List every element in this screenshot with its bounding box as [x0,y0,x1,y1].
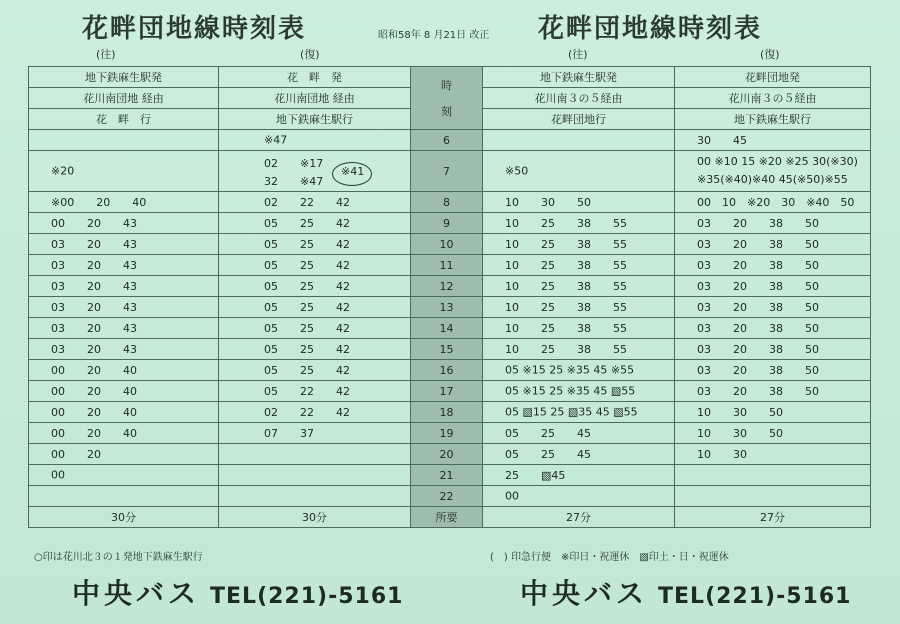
header-cell: 地下鉄麻生駅発 [29,67,219,88]
time-cell [29,423,219,444]
time-values: 32 ※47 [264,175,324,188]
time-values: 03 20 38 50 [697,343,819,356]
hour-cell: 22 [411,486,483,507]
hour-cell: 12 [411,276,483,297]
hour-cell: 19 [411,423,483,444]
time-values: 10 30 50 [505,196,591,209]
duration-cell: 30分 [29,507,219,528]
time-values: 03 20 38 50 [697,301,819,314]
time-values: 00 20 40 [51,364,137,377]
table-row [29,151,871,192]
time-values: 02 ※17 [264,157,324,170]
header-cell: 花川南３の５経由 [483,88,675,109]
time-cell [219,360,411,381]
hour-cell: 16 [411,360,483,381]
header-cell: 花畔団地発 [675,67,871,88]
time-cell [483,423,675,444]
time-values: 05 25 42 [264,259,350,272]
time-cell [675,130,871,151]
time-values: 03 20 43 [51,322,137,335]
time-cell [675,360,871,381]
time-cell [483,297,675,318]
time-cell [675,297,871,318]
time-values: 03 20 43 [51,343,137,356]
table-row [29,339,871,360]
brand-name: 中央バス [72,577,201,610]
time-cell [483,213,675,234]
time-cell [29,381,219,402]
header-cell: 花川南３の５経由 [675,88,871,109]
time-cell [29,192,219,213]
time-values: 00 20 40 [51,427,137,440]
time-cell [675,339,871,360]
duration-cell: 27分 [483,507,675,528]
time-values: 30 45 [697,134,747,147]
time-values: 10 25 38 55 [505,280,627,293]
time-cell [483,130,675,151]
header-cell: 花畔団地行 [483,109,675,130]
time-cell [675,486,871,507]
header-row [29,67,871,88]
hour-cell: 8 [411,192,483,213]
time-cell [219,465,411,486]
direction-outbound-1: (往) [96,48,116,61]
brand-right [520,572,851,612]
time-cell [29,151,219,192]
header-cell: 地下鉄麻生駅行 [675,109,871,130]
table-row [29,381,871,402]
time-values: ※47 [264,133,288,147]
time-values: 00 20 [51,448,101,461]
time-cell [483,339,675,360]
time-cell [219,234,411,255]
time-values: 25 ▧45 [505,469,566,482]
time-values: 05 25 42 [264,238,350,251]
time-values: 05 25 42 [264,301,350,314]
time-cell [483,360,675,381]
time-cell [219,276,411,297]
time-cell [219,444,411,465]
hour-cell: 20 [411,444,483,465]
time-values: 00 [505,489,519,503]
time-cell [675,151,871,192]
time-cell [675,402,871,423]
table-row [29,444,871,465]
hour-cell: 9 [411,213,483,234]
hour-cell: 11 [411,255,483,276]
duration-cell: 30分 [219,507,411,528]
time-cell [29,318,219,339]
time-values: 03 20 38 50 [697,364,819,377]
direction-return-1: (復) [300,48,320,61]
time-values: 03 20 43 [51,301,137,314]
time-values: ※35(※40)※40 45(※50)※55 [697,173,848,186]
time-values: 05 25 42 [264,322,350,335]
time-cell [483,381,675,402]
time-cell [29,444,219,465]
hour-cell: 18 [411,402,483,423]
time-values: 00 ※10 15 ※20 ※25 30(※30) [697,155,858,168]
table-row [29,318,871,339]
time-cell [29,486,219,507]
time-values: 03 20 43 [51,259,137,272]
time-values: 05 22 42 [264,385,350,398]
time-cell [483,465,675,486]
time-cell [675,255,871,276]
time-values: 10 25 38 55 [505,301,627,314]
time-cell [219,486,411,507]
time-cell [29,360,219,381]
timetable [28,66,871,528]
header-cell: 地下鉄麻生駅発 [483,67,675,88]
time-cell [219,297,411,318]
time-cell [29,130,219,151]
time-cell [219,130,411,151]
hour-cell: 10 [411,234,483,255]
table-row [29,213,871,234]
time-values: 10 25 38 55 [505,343,627,356]
header-cell: 花川南団地 経由 [219,88,411,109]
time-values: 05 ▧15 25 ▧35 45 ▧55 [505,405,638,419]
time-cell [483,234,675,255]
hour-header-bottom: 刻 [441,105,452,118]
time-cell [29,234,219,255]
brand-left [72,572,403,612]
revision-date: 昭和58年 8 月21日 改正 [378,30,490,41]
header-cell: 花 畔 発 [219,67,411,88]
time-values: ※20 [51,164,75,178]
table-row [29,465,871,486]
time-values: 03 20 38 50 [697,259,819,272]
time-cell [219,192,411,213]
table-row [29,234,871,255]
time-cell [483,486,675,507]
time-cell [219,339,411,360]
time-cell [29,276,219,297]
time-values: 05 25 42 [264,217,350,230]
time-cell [29,339,219,360]
note-left: ○印は花川北３の１発地下鉄麻生駅行 [34,552,203,563]
time-cell [483,276,675,297]
time-cell [675,381,871,402]
time-cell [675,465,871,486]
table-row [29,130,871,151]
time-values: 03 20 38 50 [697,385,819,398]
hour-cell: 13 [411,297,483,318]
time-values: 05 25 42 [264,343,350,356]
time-cell [219,402,411,423]
duration-label: 所要 [411,507,483,528]
time-values: 10 25 38 55 [505,259,627,272]
phone-number: TEL(221)-5161 [658,584,852,609]
time-values: 05 ※15 25 ※35 45 ▧55 [505,384,636,398]
table-row [29,297,871,318]
header-cell: 地下鉄麻生駅行 [219,109,411,130]
time-cell [675,444,871,465]
time-cell [29,297,219,318]
time-values: 10 25 38 55 [505,322,627,335]
hour-cell: 17 [411,381,483,402]
time-values: ※50 [505,164,529,178]
time-cell [675,213,871,234]
circled-departure: ※41 [341,165,365,178]
time-cell [483,402,675,423]
time-cell [29,213,219,234]
time-values: 10 25 38 55 [505,217,627,230]
table-row [29,402,871,423]
table-row [29,255,871,276]
time-values: 07 37 [264,427,314,440]
time-values: 10 30 50 [697,427,783,440]
time-cell [219,423,411,444]
header-cell: 花川南団地 経由 [29,88,219,109]
time-cell [219,381,411,402]
table-row [29,360,871,381]
time-values: 02 22 42 [264,406,350,419]
time-cell [483,318,675,339]
time-cell [675,423,871,444]
time-values: 02 22 42 [264,196,350,209]
time-values: 00 20 40 [51,385,137,398]
time-values: 00 20 40 [51,406,137,419]
direction-return-2: (復) [760,48,780,61]
time-cell [219,318,411,339]
time-values: 00 10 ※20 30 ※40 50 [697,196,855,209]
time-values: 10 30 [697,448,747,461]
time-cell [675,318,871,339]
note-right: ( ) 印急行便 ※印日・祝運休 ▧印土・日・祝運休 [490,552,729,563]
express-circle-mark [332,162,372,186]
hour-cell: 21 [411,465,483,486]
duration-cell: 27分 [675,507,871,528]
time-values: 05 25 45 [505,448,591,461]
time-cell [219,151,411,192]
time-values: 05 25 42 [264,364,350,377]
time-values: 03 20 38 50 [697,322,819,335]
duration-row [29,507,871,528]
hour-cell: 15 [411,339,483,360]
hour-cell: 7 [411,151,483,192]
time-values: 03 20 38 50 [697,280,819,293]
time-cell [219,255,411,276]
hour-header [411,67,483,130]
brand-name: 中央バス [520,577,649,610]
header-cell: 花 畔 行 [29,109,219,130]
hour-cell: 14 [411,318,483,339]
time-cell [29,465,219,486]
direction-outbound-2: (往) [568,48,588,61]
time-cell [483,444,675,465]
time-values: 03 20 43 [51,238,137,251]
table-row [29,423,871,444]
time-values: 05 25 45 [505,427,591,440]
time-values: 10 25 38 55 [505,238,627,251]
time-values: 03 20 38 50 [697,238,819,251]
time-cell [29,402,219,423]
time-values: 00 [51,468,65,482]
table-row [29,276,871,297]
time-values: 10 30 50 [697,406,783,419]
time-cell [483,192,675,213]
time-cell [675,234,871,255]
time-cell [29,255,219,276]
title-left: 花畔団地線時刻表 [82,14,307,44]
time-values: ※00 20 40 [51,196,147,209]
hour-header-top: 時 [441,79,452,92]
time-values: 03 20 43 [51,280,137,293]
hour-cell: 6 [411,130,483,151]
time-cell [483,255,675,276]
time-values: 05 25 42 [264,280,350,293]
time-cell [675,276,871,297]
title-right: 花畔団地線時刻表 [538,14,763,44]
time-cell [219,213,411,234]
time-cell [483,151,675,192]
table-row [29,486,871,507]
time-values: 05 ※15 25 ※35 45 ※55 [505,363,635,377]
table-row [29,192,871,213]
time-values: 00 20 43 [51,217,137,230]
time-cell [675,192,871,213]
time-values: 03 20 38 50 [697,217,819,230]
phone-number: TEL(221)-5161 [210,584,404,609]
